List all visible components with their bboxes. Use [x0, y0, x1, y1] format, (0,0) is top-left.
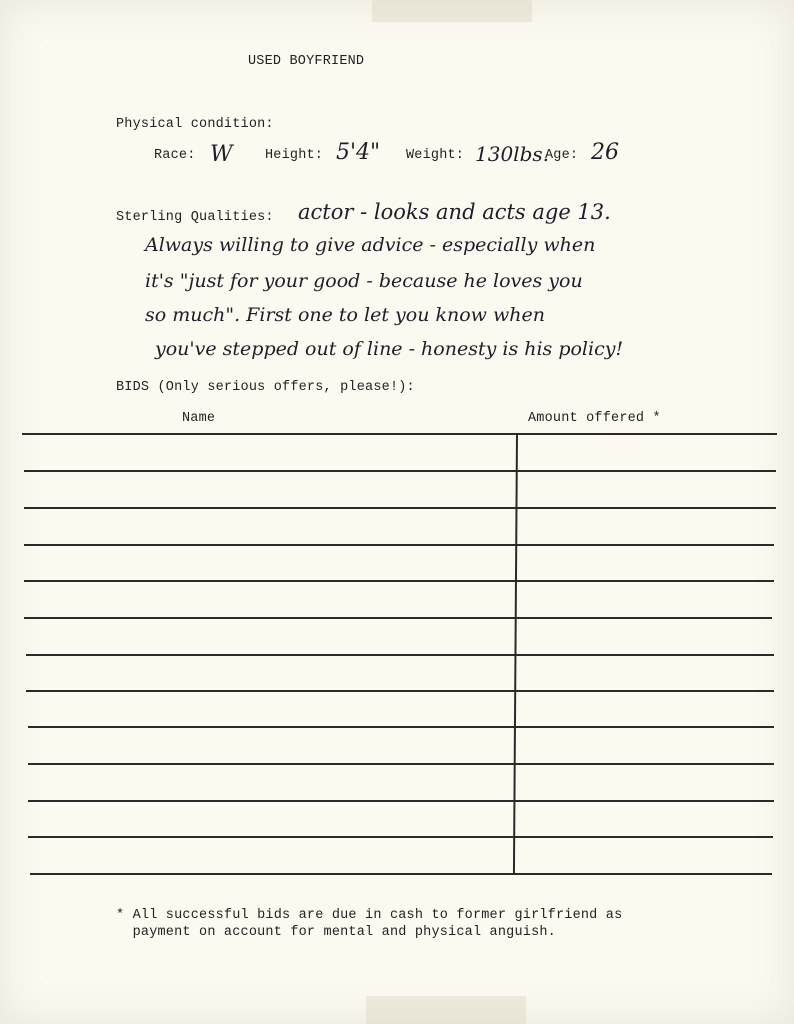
tape-strip-top: [372, 0, 532, 22]
weight-value: 130lbs.: [475, 142, 549, 166]
table-row-line: [24, 617, 772, 619]
column-header-name: Name: [182, 411, 216, 426]
height-label: Height:: [265, 148, 324, 163]
footnote: * All successful bids are due in cash to former girlfriend as payment on account for mental and physical anguish.: [116, 908, 623, 940]
table-row-line: [30, 873, 772, 875]
weight-label: Weight:: [406, 148, 465, 163]
table-row-line: [24, 470, 776, 472]
sterling-line: actor - looks and acts age 13.: [298, 200, 611, 224]
table-row-line: [28, 800, 774, 802]
sterling-line: you've stepped out of line - honesty is his policy!: [155, 338, 624, 360]
physical-condition-label: Physical condition:: [116, 117, 274, 132]
table-row-line: [26, 690, 774, 692]
table-row-line: [24, 507, 776, 509]
document-title: USED BOYFRIEND: [248, 54, 365, 69]
race-value: W: [210, 142, 233, 167]
sterling-line: Always willing to give advice - especially when: [145, 234, 596, 256]
table-row-line: [26, 654, 774, 656]
age-label: Age:: [545, 148, 579, 163]
tape-strip-bottom: [366, 996, 526, 1024]
table-row-line: [28, 836, 773, 838]
table-row-line: [22, 433, 777, 435]
table-row-line: [28, 763, 774, 765]
column-header-amount: Amount offered *: [528, 411, 661, 426]
height-value: 5'4": [336, 140, 381, 165]
sterling-line: it's "just for your good - because he loves you: [145, 270, 583, 292]
bids-label: BIDS (Only serious offers, please!):: [116, 380, 415, 395]
sterling-line: so much". First one to let you know when: [145, 304, 545, 326]
table-row-line: [24, 580, 774, 582]
race-label: Race:: [154, 148, 196, 163]
table-row-line: [24, 544, 774, 546]
sterling-qualities-label: Sterling Qualities:: [116, 210, 274, 225]
table-row-line: [28, 726, 774, 728]
age-value: 26: [591, 140, 619, 165]
